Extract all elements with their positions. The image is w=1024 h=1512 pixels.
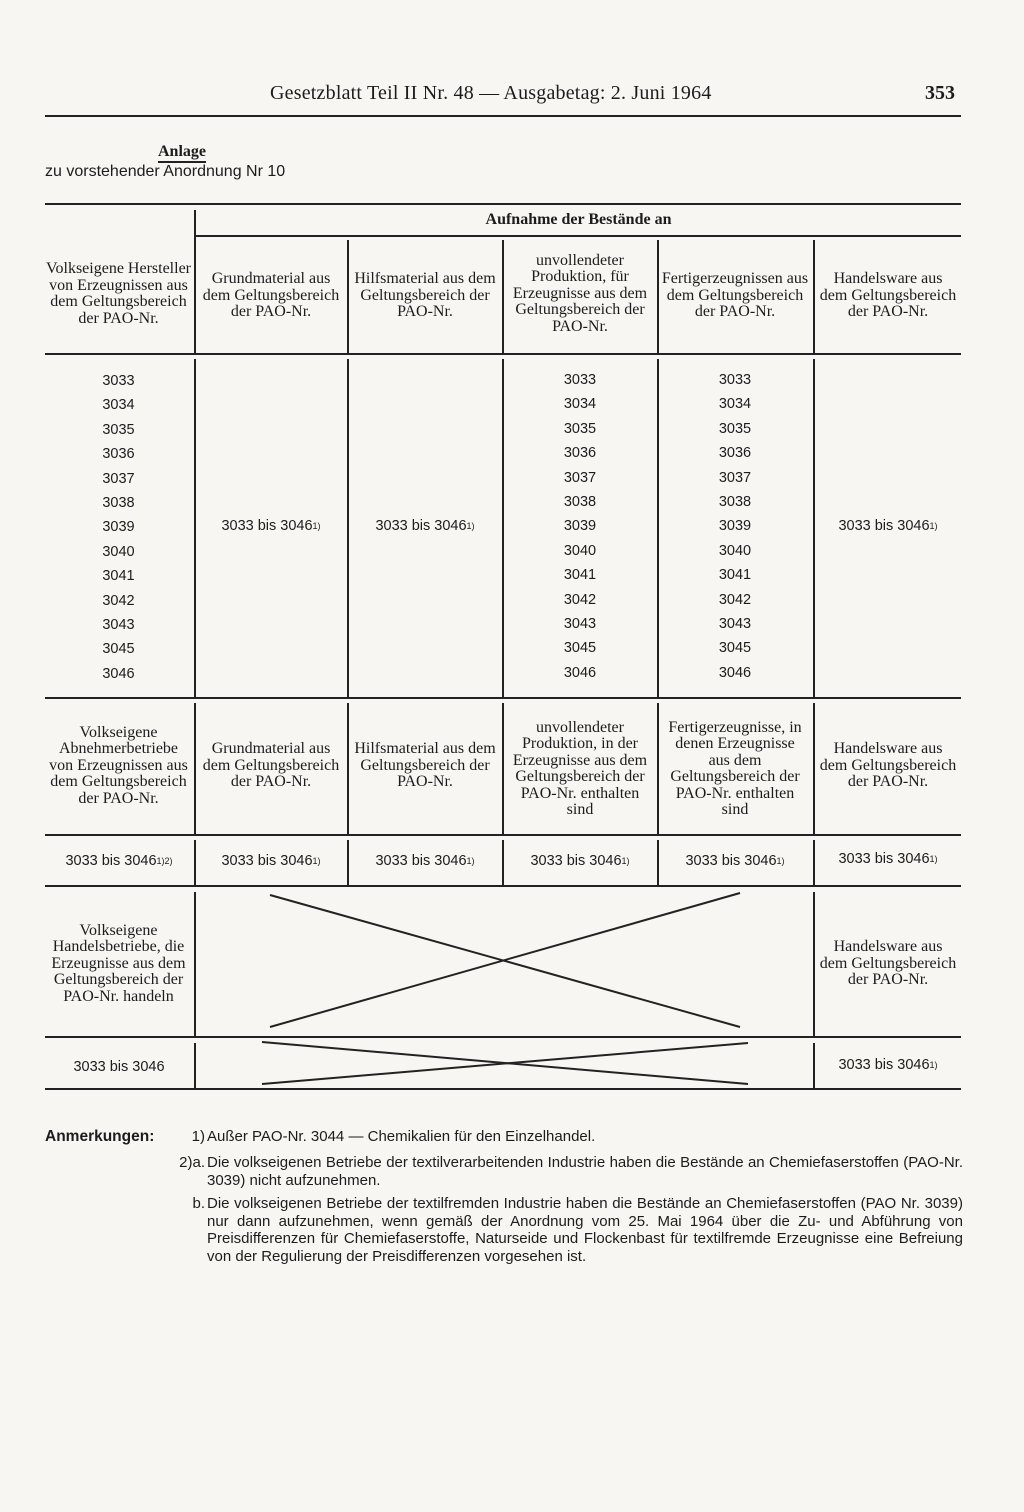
pao-number: 3043 (718, 615, 752, 632)
pao-number: 3036 (102, 446, 135, 463)
rule-below-body-1 (45, 697, 961, 699)
note-marker-2b: b. (192, 1195, 205, 1212)
pao-number: 3036 (718, 445, 752, 462)
pao-number: 3039 (102, 519, 135, 536)
pao-number: 3033 (718, 372, 752, 388)
section1-row-header: Volkseigene Hersteller von Erzeugnissen aus dem Geltungsbereich der PAO-Nr. (46, 260, 191, 327)
col-sep-5e (813, 892, 815, 1036)
pao-number: 3033 (102, 373, 135, 389)
crossed-out-cells-header (196, 887, 812, 1035)
note-marker-1: 1) (191, 1128, 205, 1145)
section1-col-grundmaterial: Grundmaterial aus dem Geltungsbereich der PAO-Nr. (202, 270, 340, 321)
section2-col-grundmaterial: Grundmaterial aus dem Geltungsbereich der PAO-Nr. (202, 740, 340, 791)
section3-handelsware-range: 3033 bis 3046 1) (838, 1056, 938, 1073)
page-number: 353 (925, 82, 955, 104)
section2-col-unvollendete-produktion: unvollendeter Produktion, in der Erzeugnisse aus dem Geltungsbereich der PAO-Nr. enthalten sind (512, 718, 648, 818)
section1-hilfsmaterial-range: 3033 bis 3046 1) (375, 517, 475, 534)
note-marker-2a: 2)a. (179, 1154, 205, 1171)
col-sep-1c (194, 703, 196, 834)
anlage-title: Anlage (158, 143, 206, 163)
col-sep-2c (347, 703, 349, 834)
section1-col-handelsware: Handelsware aus dem Geltungsbereich der PAO-Nr. (819, 270, 957, 321)
note-text-1: Außer PAO-Nr. 3044 — Chemikalien für den Einzelhandel. (207, 1128, 596, 1145)
pao-number: 3036 (563, 445, 597, 462)
range-text: 3033 bis 3046 (375, 852, 467, 869)
pao-number: 3034 (102, 397, 135, 414)
pao-number: 3035 (102, 421, 135, 438)
section1-handelsware-range: 3033 bis 3046 1) (838, 517, 938, 534)
col-sep-4c (657, 703, 659, 834)
range-text: 3033 bis 3046 (530, 852, 622, 869)
section3-row-header: Volkseigene Handelsbetriebe, die Erzeugnisse aus dem Geltungsbereich der PAO-Nr. handeln (51, 921, 186, 1005)
pao-number: 3038 (718, 493, 752, 510)
section2-fertigerzeugnisse-range: 3033 bis 3046 1) (685, 852, 785, 869)
section1-col-unvollendete-produktion: unvollendeter Produktion, für Erzeugnisse aus dem Geltungsbereich der PAO-Nr. (512, 251, 648, 335)
pao-number: 3045 (563, 640, 597, 657)
notes-label: Anmerkungen: (45, 1128, 155, 1145)
pao-number: 3040 (718, 542, 752, 559)
section2-col-hilfsmaterial: Hilfsmaterial aus dem Geltungsbereich der PAO-Nr. (354, 740, 496, 791)
range-text: 3033 bis 3046 (221, 517, 313, 534)
pao-number: 3041 (563, 567, 597, 584)
pao-number: 3039 (563, 518, 597, 535)
pao-number: 3042 (718, 591, 752, 608)
pao-number: 3046 (718, 664, 752, 681)
crossed-out-cells-body (196, 1038, 812, 1088)
col-sep-3a (502, 240, 504, 353)
pao-number: 3038 (563, 493, 597, 510)
pao-number: 3042 (102, 592, 135, 609)
spanning-header: Aufnahme der Bestände an (485, 210, 672, 228)
col-sep-5a (813, 240, 815, 353)
col-sep-4a (657, 240, 659, 353)
col-sep-3c (502, 703, 504, 834)
pao-number: 3034 (563, 396, 597, 413)
section1-number-list-col5 (659, 368, 811, 685)
section3-row-value: 3033 bis 3046 (73, 1058, 165, 1075)
anlage-subtitle: zu vorstehender Anordnung Nr 10 (45, 163, 286, 180)
section2-produktion-range: 3033 bis 3046 1) (530, 852, 630, 869)
note-text-2a: Die volkseigenen Betriebe der textilverarbeitenden Industrie haben die Bestände an Chemiefaserstoffen (PAO-Nr. 3039) nicht aufzunehmen. (207, 1154, 963, 1189)
section2-row-value: 3033 bis 3046 1)2) (65, 852, 173, 869)
pao-number: 3046 (563, 664, 597, 681)
section3-col-handelsware: Handelsware aus dem Geltungsbereich der PAO-Nr. (819, 938, 957, 989)
table-bottom-rule (45, 1088, 961, 1090)
section2-row-header: Volkseigene Abnehmerbetriebe von Erzeugnissen aus dem Geltungsbereich der PAO-Nr. (49, 723, 188, 807)
section2-col-fertigerzeugnisse: Fertigerzeugnisse, in denen Erzeugnisse aus dem Geltungsbereich der PAO-Nr. enthalten sind (668, 718, 802, 818)
pao-number: 3037 (102, 470, 135, 487)
range-text: 3033 bis 3046 (838, 517, 930, 534)
pao-number: 3037 (563, 469, 597, 486)
rule-below-header-2 (45, 834, 961, 836)
pao-number: 3045 (718, 640, 752, 657)
spanning-header-rule (195, 235, 961, 237)
pao-number: 3034 (718, 396, 752, 413)
range-text: 3033 bis 3046 (838, 1056, 930, 1073)
running-title: Gesetzblatt Teil II Nr. 48 — Ausgabetag: 2. Juni 1964 (270, 82, 712, 104)
pao-number: 3040 (102, 543, 135, 560)
note-text-2b: Die volkseigenen Betriebe der textilfremden Industrie haben die Bestände an Chemiefaserstoffen (PAO Nr. 3039) nur dann aufzunehmen, wenn gemäß der Anordnung vom 25. Mai 1964 über die Zu- und Abführung von Preisdifferenzen für Chemiefaserstoffe, Naturseide und Flockenbast für textilfremde Erzeugnisse eine Befreiung von der Regulierung der Preisdifferenzen vorgesehen ist. (207, 1195, 963, 1265)
pao-number: 3042 (563, 591, 597, 608)
range-text: 3033 bis 3046 (375, 517, 467, 534)
section1-number-list-col4 (504, 368, 656, 685)
range-text: 3033 bis 3046 (65, 852, 157, 869)
pao-number: 3043 (563, 615, 597, 632)
pao-number: 3041 (102, 568, 135, 585)
pao-number: 3037 (718, 469, 752, 486)
section1-number-list-col1 (45, 369, 192, 686)
range-text: 3033 bis 3046 (838, 850, 930, 867)
header-rule (45, 115, 961, 117)
range-text: 3033 bis 3046 (221, 852, 313, 869)
section2-grundmaterial-range: 3033 bis 3046 1) (221, 852, 321, 869)
table-top-rule (45, 203, 961, 205)
pao-number: 3039 (718, 518, 752, 535)
section1-grundmaterial-range: 3033 bis 3046 1) (221, 517, 321, 534)
pao-number: 3045 (102, 641, 135, 658)
rule-below-header-1 (45, 353, 961, 355)
section1-col-hilfsmaterial: Hilfsmaterial aus dem Geltungsbereich der PAO-Nr. (354, 270, 496, 321)
section2-hilfsmaterial-range: 3033 bis 3046 1) (375, 852, 475, 869)
pao-number: 3040 (563, 542, 597, 559)
pao-number: 3038 (102, 494, 135, 511)
pao-number: 3043 (102, 616, 135, 633)
pao-number: 3041 (718, 567, 752, 584)
pao-number: 3033 (563, 372, 597, 388)
pao-number: 3035 (563, 420, 597, 437)
col-sep-5c (813, 703, 815, 834)
section2-col-handelsware: Handelsware aus dem Geltungsbereich der PAO-Nr. (819, 740, 957, 791)
col-sep-2a (347, 240, 349, 353)
section2-handelsware-range: 3033 bis 3046 1) (838, 850, 938, 867)
pao-number: 3046 (102, 665, 135, 682)
range-text: 3033 bis 3046 (685, 852, 777, 869)
section1-col-fertigerzeugnisse: Fertigerzeugnissen aus dem Geltungsbereich der PAO-Nr. (661, 270, 809, 321)
pao-number: 3035 (718, 420, 752, 437)
